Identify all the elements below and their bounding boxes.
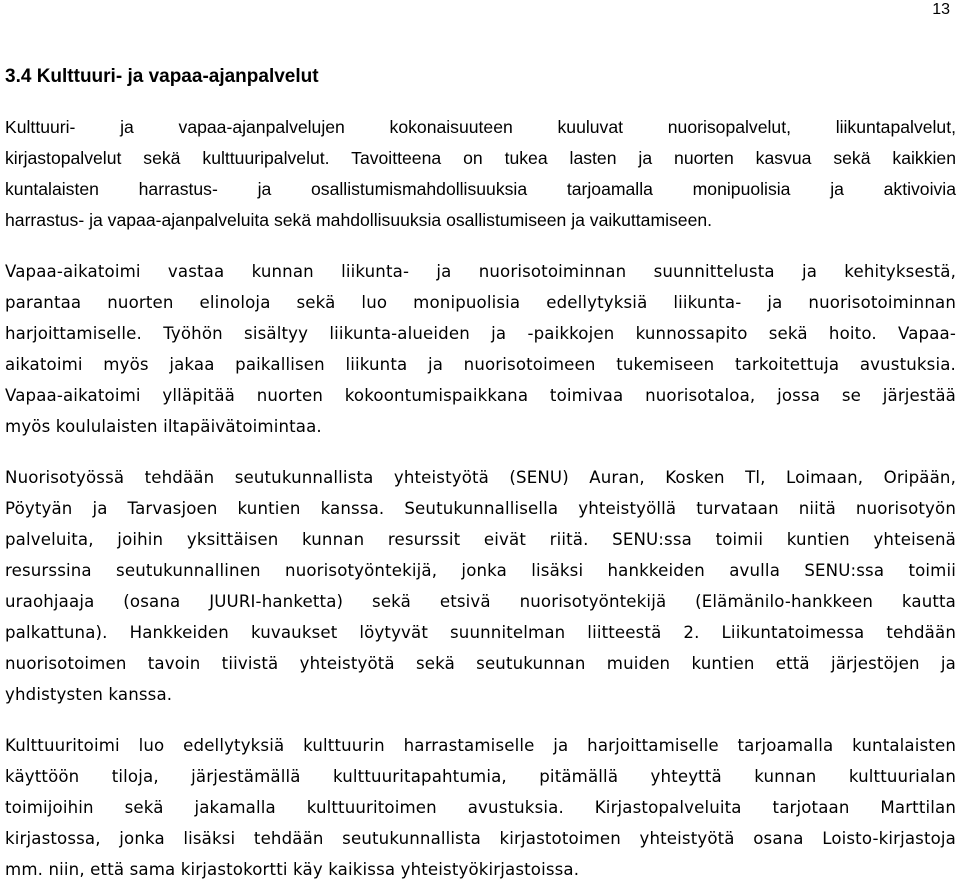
paragraph-kulttuuritoimi — [5, 730, 956, 885]
text-line: nuorisotoimen tavoin tiivistä yhteistyötä sekä seutukunnan muiden kuntien että järjestöjen ja — [5, 654, 956, 673]
section-heading: 3.4 Kulttuuri- ja vapaa-ajanpalvelut — [5, 66, 319, 87]
text-line: toimijoihin sekä jakamalla kulttuuritoimen avustuksia. Kirjastopalveluita tarjotaan Marttilan — [5, 798, 956, 817]
text-line: myös koululaisten iltapäivätoimintaa. — [5, 417, 322, 436]
text-line: palveluita, joihin yksittäisen kunnan resurssit eivät riitä. SENU:ssa toimii kuntien yhteisenä — [5, 530, 956, 549]
text-line: Kulttuuri- ja vapaa-ajanpalvelujen kokonaisuuteen kuuluvat nuorisopalvelut, liikuntapalvelut, — [5, 117, 956, 137]
document-body — [5, 62, 956, 885]
text-line: parantaa nuorten elinoloja sekä luo monipuolisia edellytyksiä liikunta- ja nuorisotoiminnan — [5, 293, 956, 312]
text-line: Nuorisotyössä tehdään seutukunnallista yhteistyötä (SENU) Auran, Kosken Tl, Loimaan, Oripään, — [5, 468, 956, 487]
text-line: uraohjaaja (osana JUURI-hanketta) sekä etsivä nuorisotyöntekijä (Elämänilo-hankkeen kautta — [5, 592, 956, 611]
text-line: harrastus- ja vapaa-ajanpalveluita sekä mahdollisuuksia osallistumiseen ja vaikuttamiseen. — [5, 210, 713, 230]
text-line: resurssina seutukunnallinen nuorisotyöntekijä, jonka lisäksi hankkeiden avulla SENU:ssa toimii — [5, 561, 956, 580]
text-line: mm. niin, että sama kirjastokortti käy kaikissa yhteistyökirjastoissa. — [5, 860, 580, 879]
page-number: 13 — [932, 1, 950, 18]
text-line: kirjastossa, jonka lisäksi tehdään seutukunnallista kirjastotoimen yhteistyötä osana Loisto-kirjastoja — [5, 829, 956, 848]
text-line: Vapaa-aikatoimi vastaa kunnan liikunta- ja nuorisotoiminnan suunnittelusta ja kehityksestä, — [5, 262, 956, 281]
text-line: Pöytyän ja Tarvasjoen kuntien kanssa. Seutukunnallisella yhteistyöllä turvataan niitä nuorisotyön — [5, 499, 956, 518]
text-line: Kulttuuritoimi luo edellytyksiä kulttuurin harrastamiselle ja harjoittamiselle tarjoamalla kuntalaisten — [5, 736, 956, 755]
paragraph-vapaa-aikatoimi — [5, 256, 956, 442]
text-line: Vapaa-aikatoimi ylläpitää nuorten kokoontumispaikkana toimivaa nuorisotaloa, jossa se järjestää — [5, 386, 956, 405]
text-line: aikatoimi myös jakaa paikallisen liikunta ja nuorisotoimeen tukemiseen tarkoitettuja avustuksia. — [5, 355, 956, 374]
paragraph-nuorisotyo — [5, 462, 956, 710]
text-line: yhdistysten kanssa. — [5, 685, 173, 704]
text-line: palkattuna). Hankkeiden kuvaukset löytyvät suunnitelman liitteestä 2. Liikuntatoimessa tehdään — [5, 623, 956, 642]
text-line: käyttöön tiloja, järjestämällä kulttuuritapahtumia, pitämällä yhteyttä kunnan kulttuurialan — [5, 767, 956, 786]
text-line: harjoittamiselle. Työhön sisältyy liikunta-alueiden ja -paikkojen kunnossapito sekä hoito. Vapaa- — [5, 324, 956, 343]
text-line: kuntalaisten harrastus- ja osallistumismahdollisuuksia tarjoamalla monipuolisia ja aktivoivia — [5, 179, 956, 199]
paragraph-intro — [5, 112, 956, 236]
text-line: kirjastopalvelut sekä kulttuuripalvelut. Tavoitteena on tukea lasten ja nuorten kasvua sekä kaikkien — [5, 148, 956, 168]
